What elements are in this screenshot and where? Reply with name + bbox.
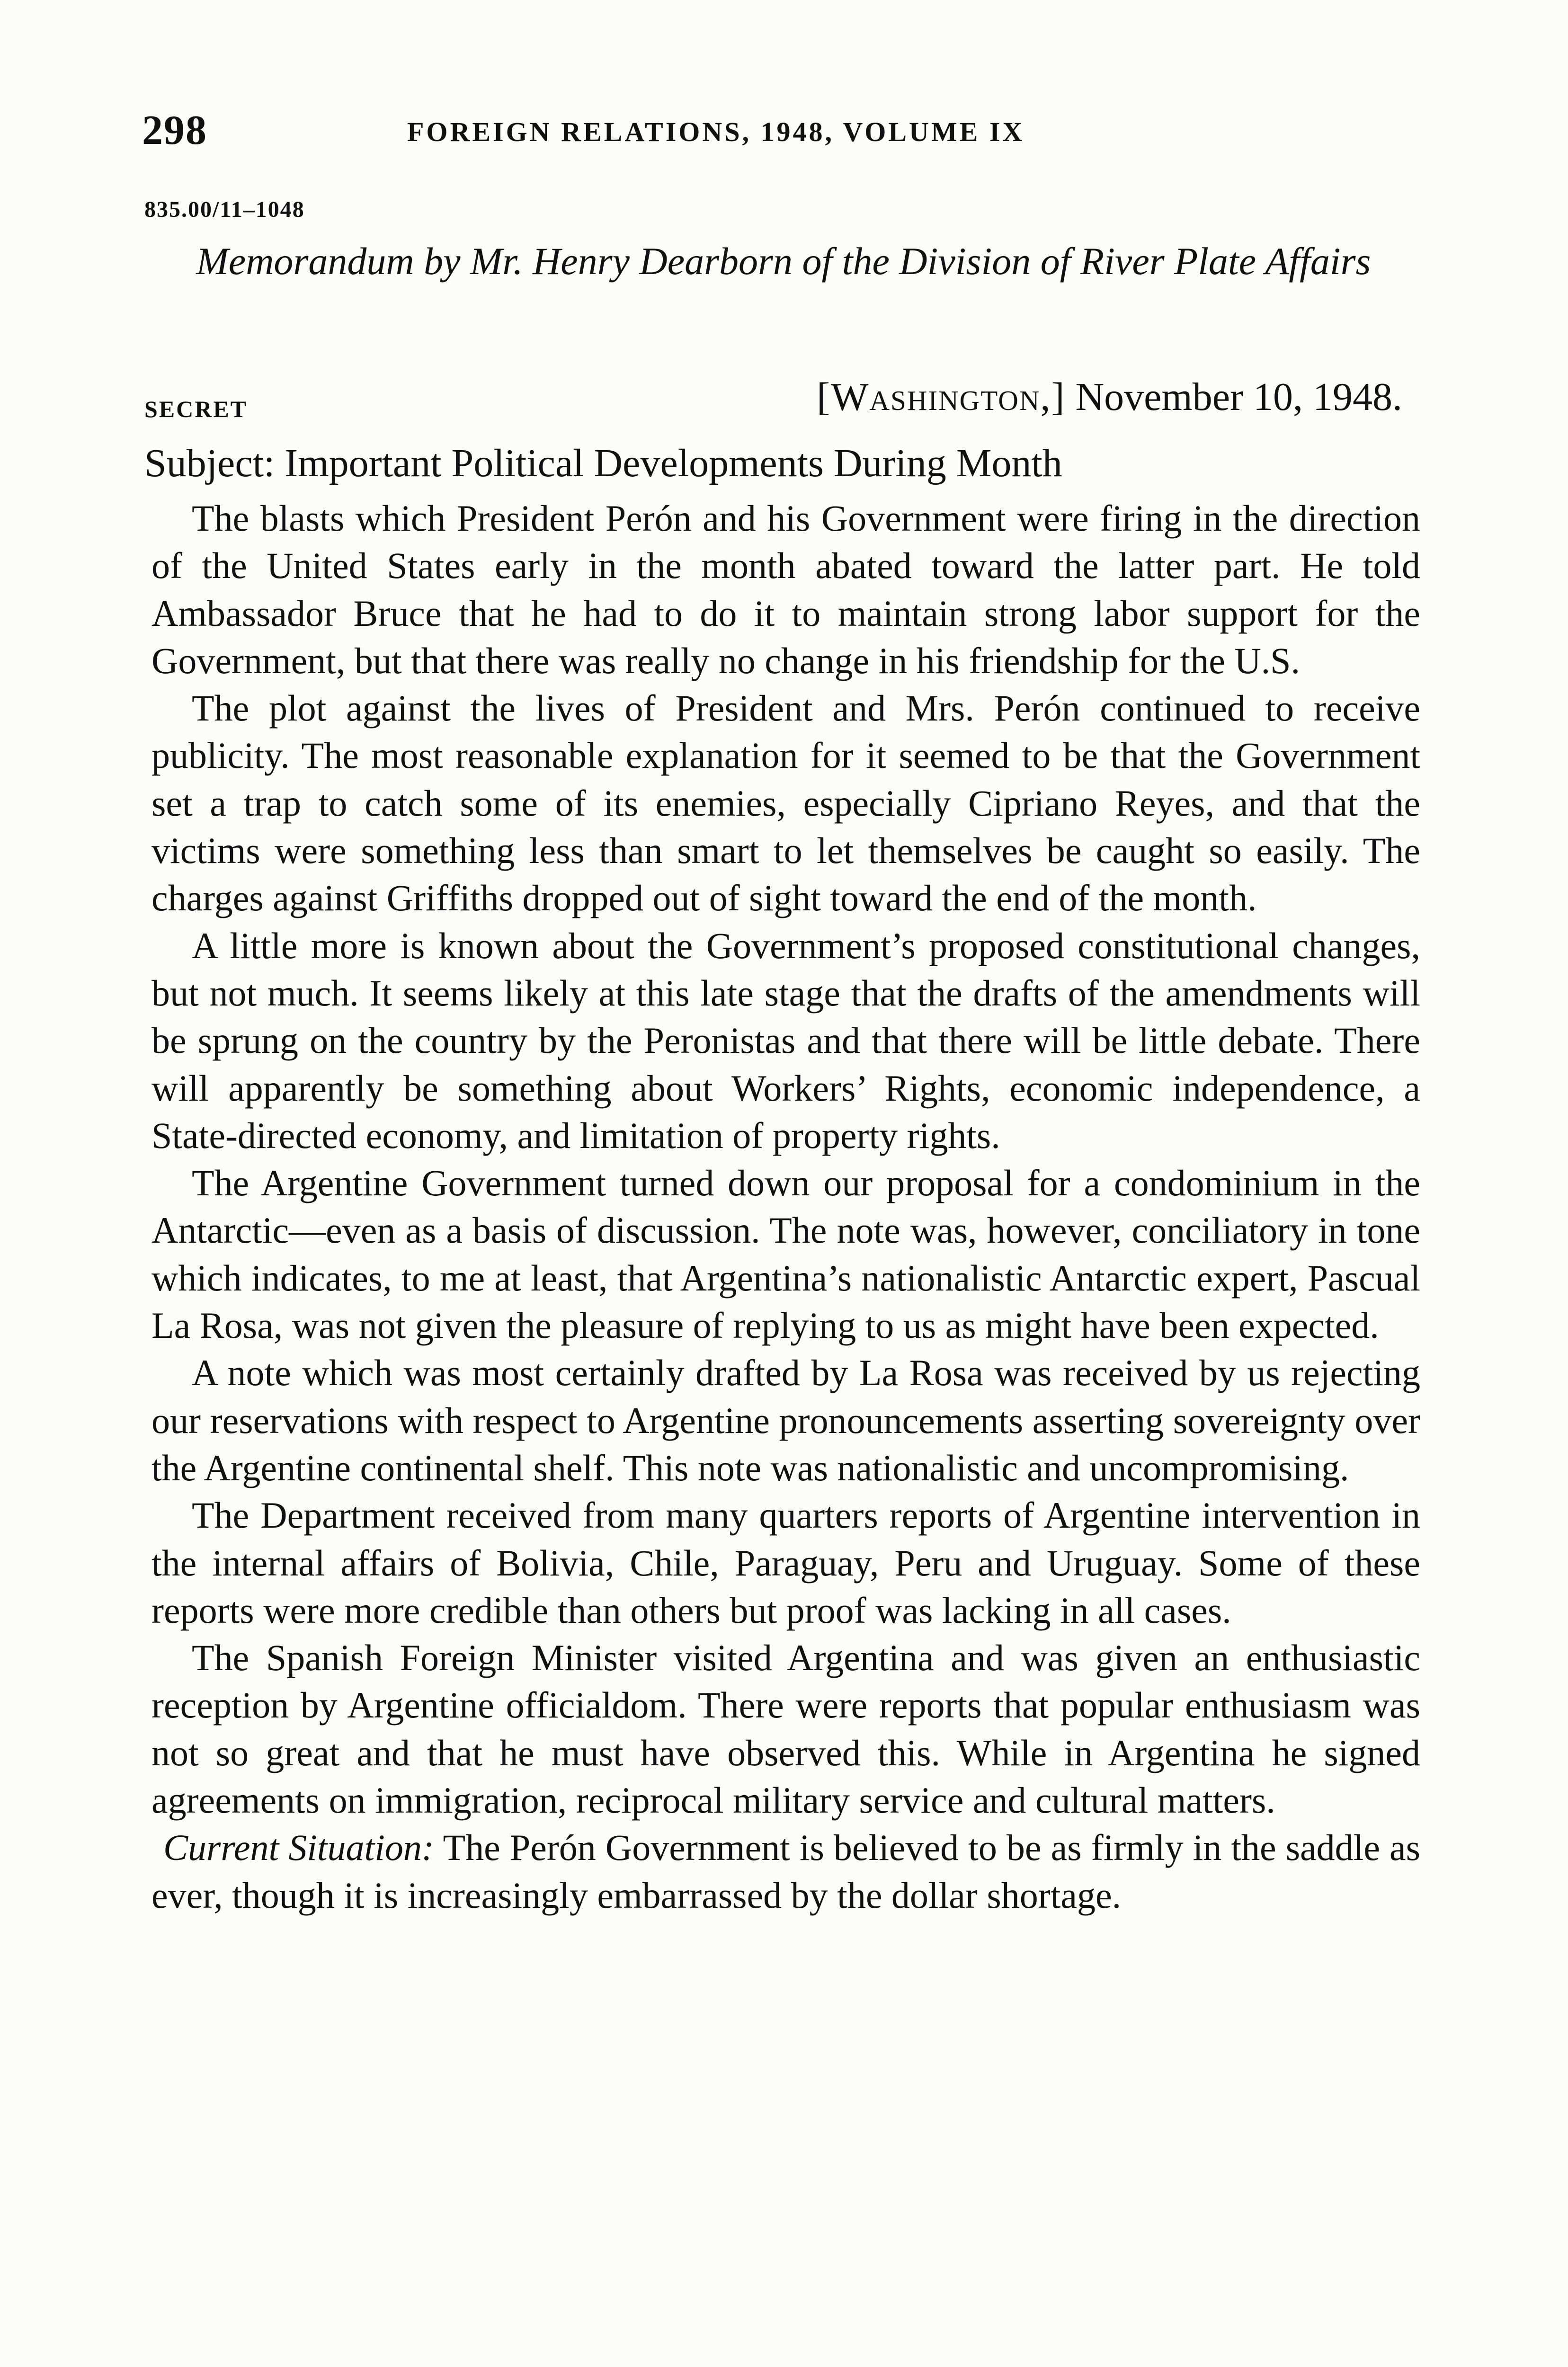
subject-line: Subject: Important Political Developments During Month — [144, 441, 1062, 485]
paragraph: The blasts which President Perón and his Government were firing in the direction of the United States early in the month abated toward the latter part. He told Ambassador Bruce that he had to do it to maintain strong labor support for the Government, but that there was really no change in his friendship for the U.S. — [151, 498, 1420, 681]
current-situation-text: The Perón Government is believed to be as firmly in the saddle as ever, though it is increasingly embarrassed by the dollar shortage. — [151, 1827, 1421, 1916]
paragraph: The Spanish Foreign Minister visited Argentina and was given an enthusiastic reception by Argentine officialdom. There were reports that popular enthusiasm was not so great and that he must have observed this. While in Argentina he signed agreements on immigration, reciprocal military service and cultural matters. — [151, 1637, 1420, 1821]
paragraph: The plot against the lives of President and Mrs. Perón continued to receive publicity. The most reasonable explanation for it seemed to be that the Government set a trap to catch some of its enemies, especially Cipriano Reyes, and that the victims were something less than smart to let themselves be caught so easily. The charges against Griffiths dropped out of sight toward the end of the month. — [151, 687, 1420, 919]
dateline — [817, 374, 1402, 420]
paragraph: The Argentine Government turned down our proposal for a condominium in the Antarctic—even as a basis of discussion. The note was, however, conciliatory in tone which indicates, to me at least, that Argentina’s nationalistic Antarctic expert, Pascual La Rosa, was not given the pleasure of replying to us as might have been expected. — [151, 1162, 1420, 1346]
paragraph: The Department received from many quarters reports of Argentine intervention in the internal affairs of Bolivia, Chile, Paraguay, Peru and Uruguay. Some of these reports were more credible than others but proof was lacking in all cases. — [151, 1495, 1420, 1631]
dateline-place: [Washington,] — [817, 375, 1066, 419]
running-head — [142, 107, 1439, 159]
page-number: 298 — [142, 107, 207, 153]
document-title: Memorandum by Mr. Henry Dearborn of the Division of River Plate Affairs — [196, 240, 1371, 283]
current-situation-paragraph — [151, 1824, 1420, 1919]
paragraph: A note which was most certainly drafted by La Rosa was received by us rejecting our reservations with respect to Argentine pronouncements asserting sovereignty over the Argentine continental shelf. This note was nationalistic and uncompromising. — [151, 1352, 1420, 1488]
running-title: FOREIGN RELATIONS, 1948, VOLUME IX — [407, 116, 1025, 147]
paragraph: A little more is known about the Government’s proposed constitutional changes, but not much. It seems likely at this late stage that the drafts of the amendments will be sprung on the country by the Peronistas and that there will be little debate. There will apparently be something about Workers’ Rights, economic independence, a State-directed economy, and limitation of property rights. — [151, 925, 1420, 1156]
classification-label: SECRET — [144, 396, 248, 422]
file-number: 835.00/11–1048 — [144, 197, 305, 222]
current-situation-label: Current Situation: — [163, 1827, 434, 1869]
memo-body — [151, 495, 1420, 1919]
dateline-date: November 10, 1948. — [1075, 375, 1402, 419]
